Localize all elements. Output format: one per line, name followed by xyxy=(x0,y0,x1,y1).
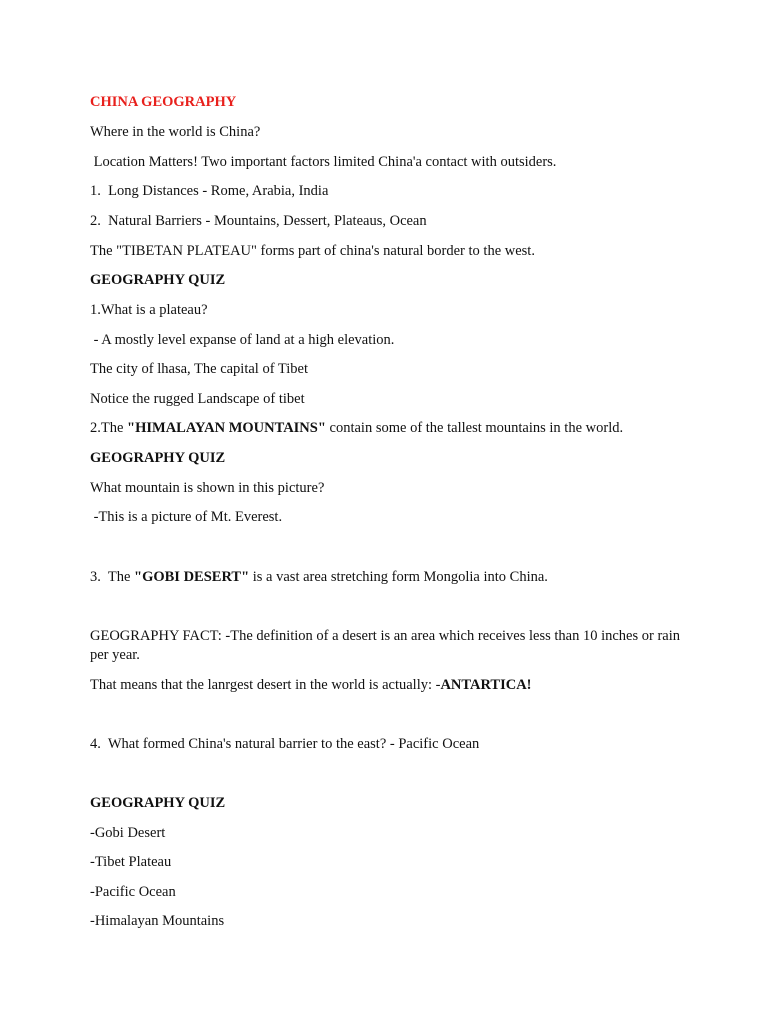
list-item: -Gobi Desert xyxy=(90,825,166,841)
quiz-heading-3: GEOGRAPHY QUIZ xyxy=(90,795,226,811)
quiz-heading-2: GEOGRAPHY QUIZ xyxy=(90,450,226,466)
paragraph-gobi xyxy=(90,568,690,587)
paragraph-antartica xyxy=(90,676,690,695)
antartica-prefix: That means that the lanrgest desert in the world is actually: - xyxy=(90,677,441,693)
gobi-suffix: is a vast area stretching form Mongolia into China. xyxy=(249,569,548,585)
document-title: CHINA GEOGRAPHY xyxy=(90,94,237,110)
list-item-barriers: 2. Natural Barriers - Mountains, Dessert, Plateaus, Ocean xyxy=(90,213,427,229)
quiz-question-1: 1.What is a plateau? xyxy=(90,302,208,318)
himalayan-suffix: contain some of the tallest mountains in the world. xyxy=(325,420,624,436)
paragraph-geography-fact: GEOGRAPHY FACT: -The definition of a desert is an area which receives less than 10 inches or rain per year. xyxy=(90,628,680,663)
list-item-distances: 1. Long Distances - Rome, Arabia, India xyxy=(90,183,329,199)
quiz-question-2: What mountain is shown in this picture? xyxy=(90,480,325,496)
paragraph-tibetan-plateau: The "TIBETAN PLATEAU" forms part of china's natural border to the west. xyxy=(90,243,535,259)
list-item: -Himalayan Mountains xyxy=(90,913,225,929)
list-item: -Pacific Ocean xyxy=(90,884,176,900)
antartica-bold: ANTARTICA! xyxy=(440,677,532,693)
quiz-heading-1: GEOGRAPHY QUIZ xyxy=(90,272,226,288)
paragraph-where: Where in the world is China? xyxy=(90,124,261,140)
paragraph-himalayan xyxy=(90,419,690,438)
paragraph-pacific: 4. What formed China's natural barrier to the east? - Pacific Ocean xyxy=(90,736,480,752)
gobi-bold: "GOBI DESERT" xyxy=(134,569,250,585)
himalayan-prefix: 2.The xyxy=(90,420,128,436)
quiz-answer-1: - A mostly level expanse of land at a high elevation. xyxy=(90,332,395,348)
paragraph-landscape: Notice the rugged Landscape of tibet xyxy=(90,391,305,407)
list-item: -Tibet Plateau xyxy=(90,854,172,870)
himalayan-bold: "HIMALAYAN MOUNTAINS" xyxy=(127,420,326,436)
paragraph-lhasa: The city of lhasa, The capital of Tibet xyxy=(90,361,308,377)
gobi-prefix: 3. The xyxy=(90,569,135,585)
quiz-answer-2: -This is a picture of Mt. Everest. xyxy=(90,509,283,525)
paragraph-location: Location Matters! Two important factors limited China'a contact with outsiders. xyxy=(90,154,557,170)
